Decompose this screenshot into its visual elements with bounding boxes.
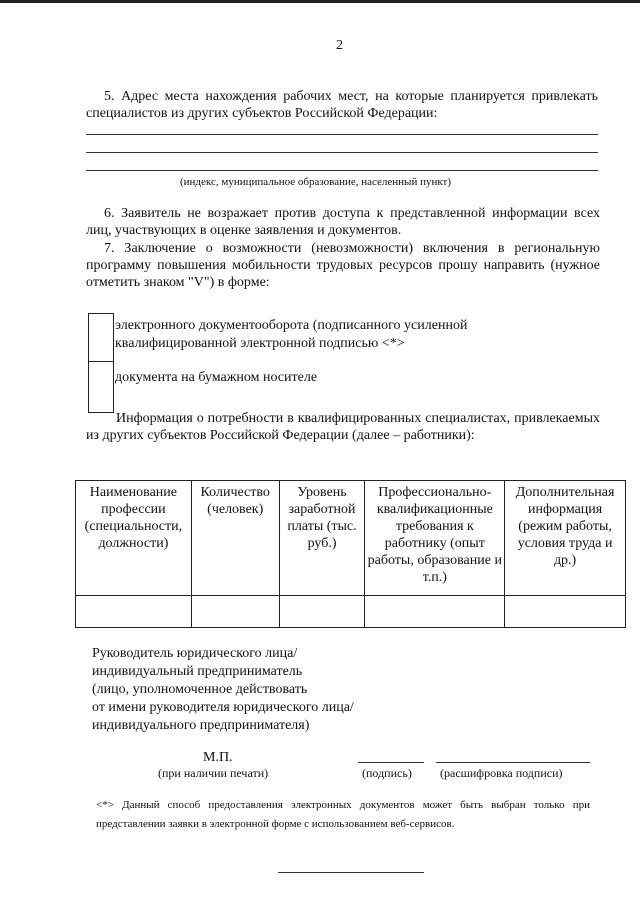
table-header-row [76, 481, 626, 596]
checkbox-paper[interactable] [88, 361, 112, 411]
cell-quantity[interactable] [191, 596, 279, 628]
workers-requirements-table [75, 480, 626, 628]
address-line-3 [86, 170, 598, 171]
header-additional-info: Дополнительная информация (режим работы, условия труда и др.) [505, 481, 626, 596]
header-quantity: Количество (человек) [191, 481, 279, 596]
item6-consent-text: 6. Заявитель не возражает против доступа к представленной информации всех лиц, участвующих в оценке заявления и документов. [86, 206, 600, 238]
item7-conclusion-text: 7. Заключение о возможности (невозможности) включения в региональную программу повышения мобильности трудовых ресурсов прошу направить (нужное отметить знаком "V") в форме: [86, 241, 600, 290]
header-profession: Наименование профессии (специальности, должности) [76, 481, 192, 596]
seal-note: (при наличии печати) [158, 766, 269, 780]
cell-requirements[interactable] [365, 596, 505, 628]
decoding-line [436, 762, 590, 763]
signature-line [358, 762, 424, 763]
signatory-line: от имени руководителя юридического лица/ [92, 700, 354, 715]
bottom-separator-line [278, 872, 424, 873]
item5-address-text: 5. Адрес места нахождения рабочих мест, на которые планируется привлекать специалистов из других субъектов Российской Федерации: [86, 89, 598, 121]
address-line-1 [86, 134, 598, 135]
cell-salary[interactable] [279, 596, 365, 628]
signatory-line: Руководитель юридического лица/ [92, 646, 298, 661]
header-requirements: Профессионально-квалификационные требования к работнику (опыт работы, образование и т.п.) [365, 481, 505, 596]
cell-profession[interactable] [76, 596, 192, 628]
signatory-line: (лицо, уполномоченное действовать [92, 682, 308, 697]
table-row [76, 596, 626, 628]
top-border-line [0, 0, 640, 3]
header-salary: Уровень заработной платы (тыс. руб.) [279, 481, 365, 596]
signatory-line: индивидуального предпринимателя) [92, 718, 310, 733]
footnote-text: <*> Данный способ предоставления электронных документов может быть выбран только при представлении заявки в электронной форме с использованием веб-сервисов. [96, 799, 590, 830]
page-number: 2 [336, 38, 343, 53]
checkbox-electronic[interactable] [88, 313, 112, 360]
workers-info-text: Информация о потребности в квалифицированных специалистах, привлекаемых из других субъектов Российской Федерации (далее – работники): [86, 411, 600, 443]
signatory-block [92, 645, 354, 735]
address-line-2 [86, 152, 598, 153]
signatory-line: индивидуальный предприниматель [92, 664, 303, 679]
signature-caption: (подпись) [362, 766, 412, 780]
option-electronic-line2: квалифицированной электронной подписью <*> [115, 336, 405, 351]
address-caption: (индекс, муниципальное образование, населенный пункт) [180, 176, 452, 188]
seal-place-label: М.П. [203, 750, 233, 765]
decoding-caption: (расшифровка подписи) [440, 766, 563, 780]
option-electronic-line1: электронного документооборота (подписанного усиленной [115, 318, 468, 333]
option-paper: документа на бумажном носителе [115, 370, 318, 385]
cell-additional-info[interactable] [505, 596, 626, 628]
